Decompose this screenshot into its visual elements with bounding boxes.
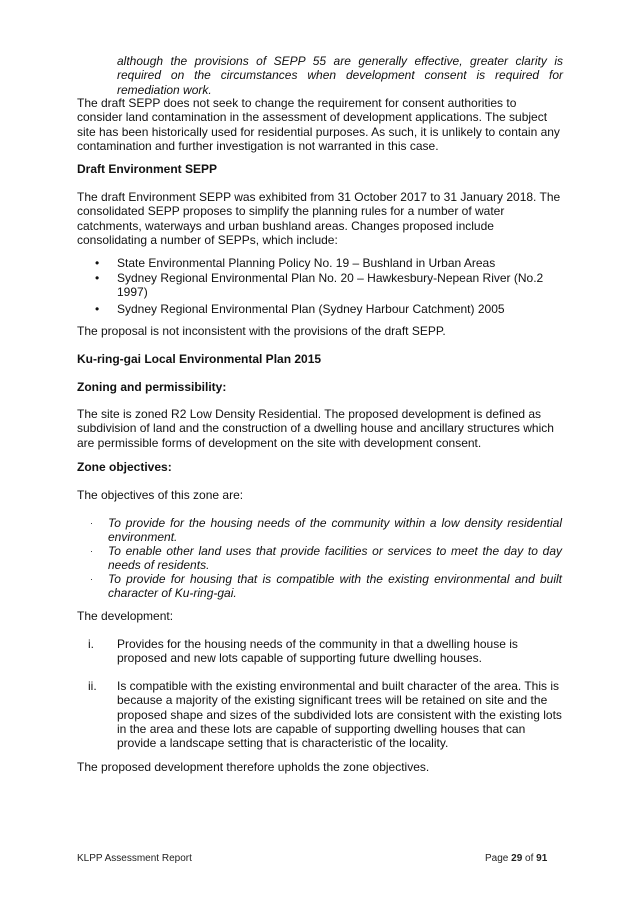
paragraph-objectives-intro: The objectives of this zone are:	[77, 488, 244, 502]
heading-draft-environment-sepp: Draft Environment SEPP	[77, 162, 218, 176]
list-item	[0, 256, 638, 271]
list-marker: i.	[88, 637, 94, 651]
objectives-list	[0, 516, 638, 600]
list-item-text: Provides for the housing needs of the community in that a dwelling house is proposed and new lots capable of supporting future dwelling houses.	[117, 637, 518, 666]
paragraph-zoning: The site is zoned R2 Low Density Residential. The proposed development is defined as subdivision of land and the construction of a dwelling house and ancillary structures which are permissible forms of development on the site with development consent.	[77, 407, 554, 450]
paragraph-draft-environment-sepp: The draft Environment SEPP was exhibited from 31 October 2017 to 31 January 2018. The consolidated SEPP proposes to simplify the planning rules for a number of water catchments, waterways and urban bushland areas. Changes proposed include consolidating a number of SEPPs, which include:	[77, 190, 561, 247]
paragraph-not-inconsistent: The proposal is not inconsistent with the provisions of the draft SEPP.	[77, 324, 446, 338]
development-list	[0, 637, 638, 751]
list-item-text: To provide for housing that is compatible with the existing environmental and built character of Ku-ring-gai.	[108, 572, 562, 601]
paragraph-conclusion: The proposed development therefore upholds the zone objectives.	[77, 760, 430, 774]
paragraph-development: The development:	[77, 609, 174, 623]
list-item-text: Sydney Regional Environmental Plan (Sydney Harbour Catchment) 2005	[117, 302, 505, 316]
heading-lep: Ku-ring-gai Local Environmental Plan 2015	[77, 352, 322, 366]
bullet-marker: ·	[90, 574, 93, 584]
list-item	[0, 516, 638, 544]
list-item	[0, 271, 638, 302]
list-item-text: To enable other land uses that provide facilities or services to meet the day to day needs of residents.	[108, 544, 562, 573]
list-item	[0, 572, 638, 600]
list-item	[0, 637, 638, 679]
heading-zone-objectives: Zone objectives:	[77, 460, 172, 474]
bullet-marker: •	[95, 271, 100, 285]
footer-report-title: KLPP Assessment Report	[77, 853, 192, 864]
list-item	[0, 302, 638, 317]
list-item-text: To provide for the housing needs of the community within a low density residential environment.	[108, 516, 562, 545]
bullet-marker: ·	[90, 518, 93, 528]
page-of: of	[525, 853, 534, 864]
sepp-list	[0, 256, 638, 317]
bullet-marker: •	[95, 256, 100, 270]
page-current: 29	[511, 853, 523, 864]
list-marker: ii.	[88, 679, 97, 693]
list-item	[0, 679, 638, 751]
list-item-text: Is compatible with the existing environmental and built character of the area. This is because a majority of the existing significant trees will be retained on site and the proposed shape and sizes of the subdivided lots are consistent with the existing lots in the area and these lots are capable of supporting dwelling houses that can provide a landscape setting that is characteristic of the locality.	[117, 679, 562, 751]
bullet-marker: ·	[90, 546, 93, 556]
bullet-marker: •	[95, 302, 100, 316]
quoted-text: although the provisions of SEPP 55 are generally effective, greater clarity is required on the circumstances when development consent is required for remediation work.	[117, 54, 563, 97]
list-item-text: Sydney Regional Environmental Plan No. 20 – Hawkesbury-Nepean River (No.2 1997)	[117, 271, 544, 300]
footer-page-number	[485, 852, 547, 866]
list-item	[0, 544, 638, 572]
list-item-text: State Environmental Planning Policy No. 19 – Bushland in Urban Areas	[117, 256, 496, 270]
heading-zoning: Zoning and permissibility:	[77, 380, 227, 394]
paragraph-draft-sepp: The draft SEPP does not seek to change the requirement for consent authorities to consider land contamination in the assessment of development applications. The subject site has been historically used for residential purposes. As such, it is unlikely to contain any contamination and further investigation is not warranted in this case.	[77, 96, 560, 153]
page-prefix: Page	[485, 853, 509, 864]
page-total: 91	[536, 853, 548, 864]
